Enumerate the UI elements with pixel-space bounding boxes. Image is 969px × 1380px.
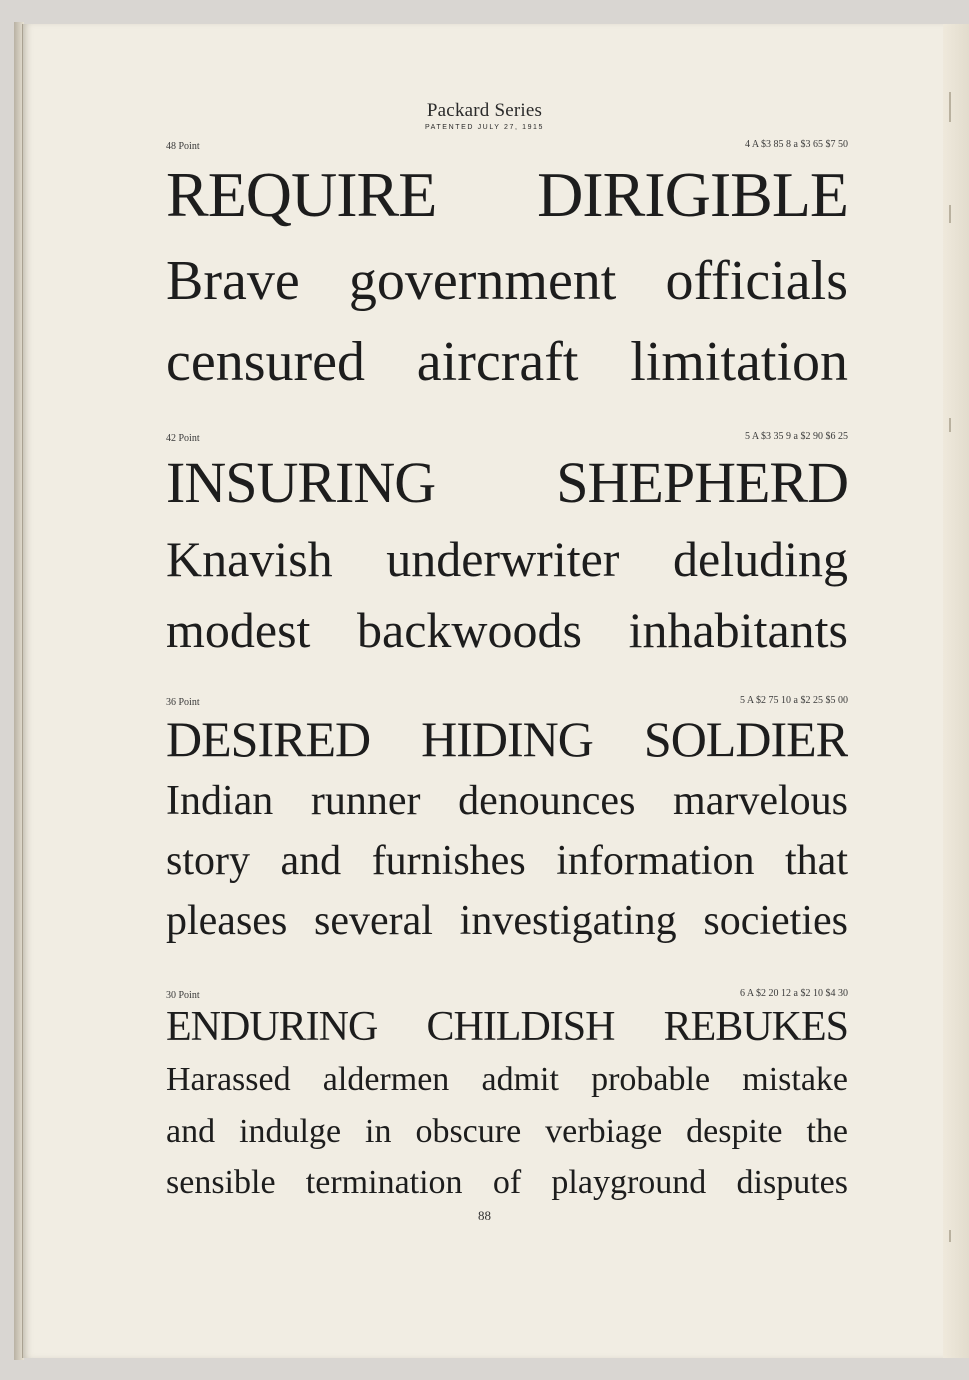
specimen-42-line-3: modest backwoods inhabitants — [166, 602, 848, 658]
specimen-42-line-2: Knavish underwriter deluding — [166, 531, 848, 587]
size-label-36: 36 Point — [166, 697, 200, 708]
specimen-42-line-1: INSURING SHEPHERD — [166, 450, 848, 515]
price-label-30: 6 A $2 20 12 a $2 10 $4 30 — [739, 988, 848, 999]
price-label-36: 5 A $2 75 10 a $2 25 $5 00 — [739, 695, 848, 706]
page-number: 88 — [478, 1208, 491, 1223]
size-label-42: 42 Point — [166, 433, 200, 444]
specimen-36-line-1: DESIRED HIDING SOLDIER — [166, 711, 848, 767]
specimen-30-line-2: Harassed aldermen admit probable mistake — [166, 1061, 848, 1098]
specimen-48-line-3: censured aircraft limitation — [166, 331, 848, 393]
specimen-36-line-4: pleases several investigating societies — [166, 898, 848, 944]
specimen-48-line-1: REQUIRE DIRIGIBLE — [166, 159, 848, 230]
size-label-48: 48 Point — [166, 141, 200, 152]
specimen-36-line-2: Indian runner denounces marvelous — [166, 778, 848, 824]
page-edge — [943, 24, 969, 1358]
specimen-30-line-3: and indulge in obscure verbiage despite the — [166, 1113, 848, 1150]
price-label-48: 4 A $3 85 8 a $3 65 $7 50 — [744, 139, 848, 150]
price-label-42: 5 A $3 35 9 a $2 90 $6 25 — [744, 431, 848, 442]
specimen-30-line-4: sensible termination of playground disputes — [166, 1164, 848, 1201]
patent-line: PATENTED JULY 27, 1915 — [424, 124, 545, 131]
series-title: Packard Series — [426, 100, 543, 121]
specimen-48-line-2: Brave government officials — [166, 250, 848, 312]
size-label-30: 30 Point — [166, 990, 200, 1001]
specimen-36-line-3: story and furnishes information that — [166, 838, 848, 884]
specimen-30-line-1: ENDURING CHILDISH REBUKES — [166, 1004, 848, 1050]
